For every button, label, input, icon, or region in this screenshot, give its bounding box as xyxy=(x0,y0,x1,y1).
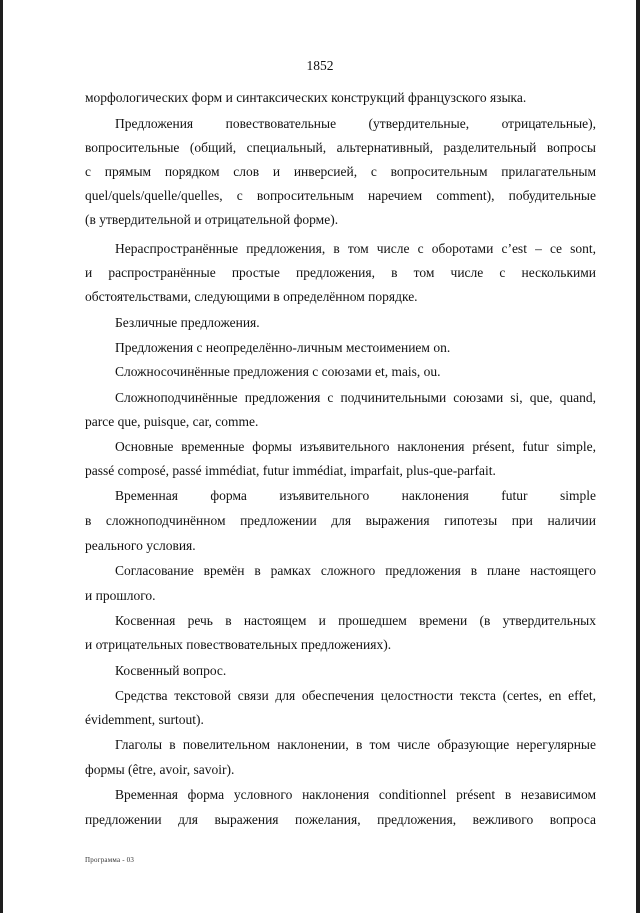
text-line: морфологических форм и синтаксических конструкций французского языка. xyxy=(85,90,527,105)
text-line: Временная форма изъявительного наклонения futur simple xyxy=(115,488,596,503)
text-line: passé composé, passé immédiat, futur immédiat, imparfait, plus-que-parfait. xyxy=(85,463,496,478)
page-footer: Программа - 03 xyxy=(85,856,135,864)
text-line: quel/quels/quelle/quelles, с вопросительным наречием comment), побудительные xyxy=(85,188,596,203)
text-line: Косвенный вопрос. xyxy=(115,663,227,678)
page-number: 1852 xyxy=(306,58,334,73)
text-line: Согласование времён в рамках сложного предложения в плане настоящего xyxy=(115,563,596,578)
text-line: вопросительные (общий, специальный, альтернативный, разделительный вопросы xyxy=(85,140,596,155)
text-line: и распространённые простые предложения, в том числе с несколькими xyxy=(85,265,596,280)
text-line: évidemment, surtout). xyxy=(85,712,204,727)
text-line: реального условия. xyxy=(85,538,196,553)
text-line: Глаголы в повелительном наклонении, в том числе образующие нерегулярные xyxy=(115,737,596,752)
text-line: с прямым порядком слов и инверсией, с вопросительным прилагательным xyxy=(85,164,596,179)
text-line: Безличные предложения. xyxy=(115,315,260,330)
text-line: Средства текстовой связи для обеспечения целостности текста (certes, en effet, xyxy=(115,688,596,703)
text-line: и прошлого. xyxy=(85,588,156,603)
text-line: предложении для выражения пожелания, предложения, вежливого вопроса xyxy=(85,812,596,827)
text-line: Нераспространённые предложения, в том числе с оборотами c’est – ce sont, xyxy=(115,241,596,256)
text-line: parce que, puisque, car, comme. xyxy=(85,414,259,429)
text-line: Сложносочинённые предложения с союзами et, mais, ou. xyxy=(115,364,441,379)
text-line: Предложения с неопределённо-личным местоимением on. xyxy=(115,340,451,355)
text-line: в сложноподчинённом предложении для выражения гипотезы при наличии xyxy=(85,513,596,528)
text-line: Временная форма условного наклонения conditionnel présent в независимом xyxy=(115,787,596,802)
text-line: (в утвердительной и отрицательной форме). xyxy=(85,212,339,227)
scan-right-edge xyxy=(636,0,640,913)
text-line: Косвенная речь в настоящем и прошедшем времени (в утвердительных xyxy=(115,613,596,628)
scan-left-edge xyxy=(0,0,3,913)
text-line: Предложения повествовательные (утвердительные, отрицательные), xyxy=(115,116,596,131)
text-line: и отрицательных повествовательных предложениях). xyxy=(85,637,392,652)
text-line: Сложноподчинённые предложения с подчинительными союзами si, que, quand, xyxy=(115,390,596,405)
text-line: формы (être, avoir, savoir). xyxy=(85,762,235,777)
text-line: обстоятельствами, следующими в определённом порядке. xyxy=(85,289,418,304)
text-line: Основные временные формы изъявительного наклонения présent, futur simple, xyxy=(115,439,596,454)
